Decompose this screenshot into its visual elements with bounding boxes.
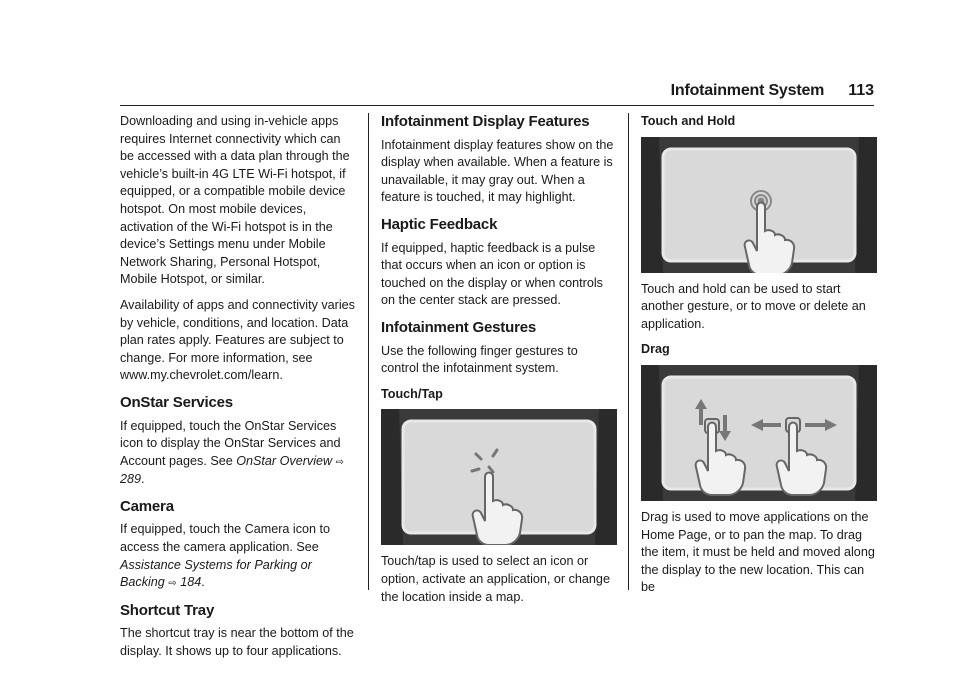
onstar-page-ref[interactable]: 289 (120, 472, 142, 487)
column-1 (120, 113, 356, 669)
header-rule (120, 105, 874, 106)
touch-hold-illustration (641, 137, 877, 273)
page-ref-arrow-icon: ⇨ (335, 456, 345, 468)
gestures-heading: Infotainment Gestures (381, 318, 536, 336)
touch-hold-heading: Touch and Hold (641, 114, 736, 128)
shortcut-tray-heading: Shortcut Tray (120, 601, 215, 619)
drag-heading: Drag (641, 342, 670, 357)
display-features-paragraph: Infotainment display features show on the display when available. When a feature is unavailable, it may gray out. When a feature is touched, it may highlight. (381, 137, 614, 205)
column-divider-2 (628, 113, 629, 590)
column-3 (641, 113, 877, 605)
camera-paragraph: If equipped, touch the Camera icon to access the camera application. See Assistance Systems for Parking or Backing ⇨ 184. (120, 522, 331, 590)
drag-paragraph: Drag is used to move applications on the Home Page, or to pan the map. To drag the item, it must be held and moved along the display to the new location. This can be (641, 509, 875, 595)
availability-paragraph: Availability of apps and connectivity varies by vehicle, conditions, and location. Data plan rates apply. Features are subject to change. For more information, see www.my.chevrolet.com/learn. (120, 297, 355, 383)
camera-heading: Camera (120, 497, 174, 515)
apps-paragraph: Downloading and using in-vehicle apps requires Internet connectivity which can be accessed with a data plan through the vehicle’s built-in 4G LTE Wi-Fi hotspot, if equipped, or a compatible mobile device hotspot. On most mobile devices, activation of the Wi-Fi hotspot is in the device’s Settings menu under Mobile Network Sharing, Personal Hotspot, Mobile Hotspot, or similar. (120, 114, 350, 287)
onstar-heading: OnStar Services (120, 393, 233, 411)
touch-tap-heading: Touch/Tap (381, 386, 443, 401)
touch-hold-paragraph: Touch and hold can be used to start another gesture, or to move or delete an application. (641, 281, 866, 331)
onstar-overview-link[interactable]: OnStar Overview (236, 453, 333, 468)
column-2 (381, 113, 617, 614)
gestures-paragraph: Use the following finger gestures to control the infotainment system. (381, 343, 578, 376)
touch-tap-illustration (381, 409, 617, 545)
assistance-systems-link[interactable]: Assistance Systems for Parking or Backing (120, 557, 312, 590)
drag-illustration (641, 365, 877, 501)
page-ref-arrow-icon: ⇨ (168, 578, 177, 590)
onstar-paragraph: If equipped, touch the OnStar Services icon to display the OnStar Services and Account pages. See OnStar Overview ⇨ 289. (120, 418, 345, 487)
section-title: Infotainment System (670, 82, 825, 99)
shortcut-tray-paragraph: The shortcut tray is near the bottom of the display. It shows up to four applications. (120, 626, 354, 659)
page-number: 113 (848, 82, 874, 99)
haptic-feedback-paragraph: If equipped, haptic feedback is a pulse that occurs when an icon or option is touched on the display or when controls on the center stack are pressed. (381, 240, 603, 308)
touch-tap-paragraph: Touch/tap is used to select an icon or option, activate an application, or change the location inside a map. (381, 554, 610, 604)
page-header (671, 82, 874, 100)
display-features-heading: Infotainment Display Features (381, 113, 590, 130)
column-divider-1 (368, 113, 369, 590)
camera-page-ref[interactable]: 184 (180, 575, 202, 590)
haptic-feedback-heading: Haptic Feedback (381, 215, 498, 233)
